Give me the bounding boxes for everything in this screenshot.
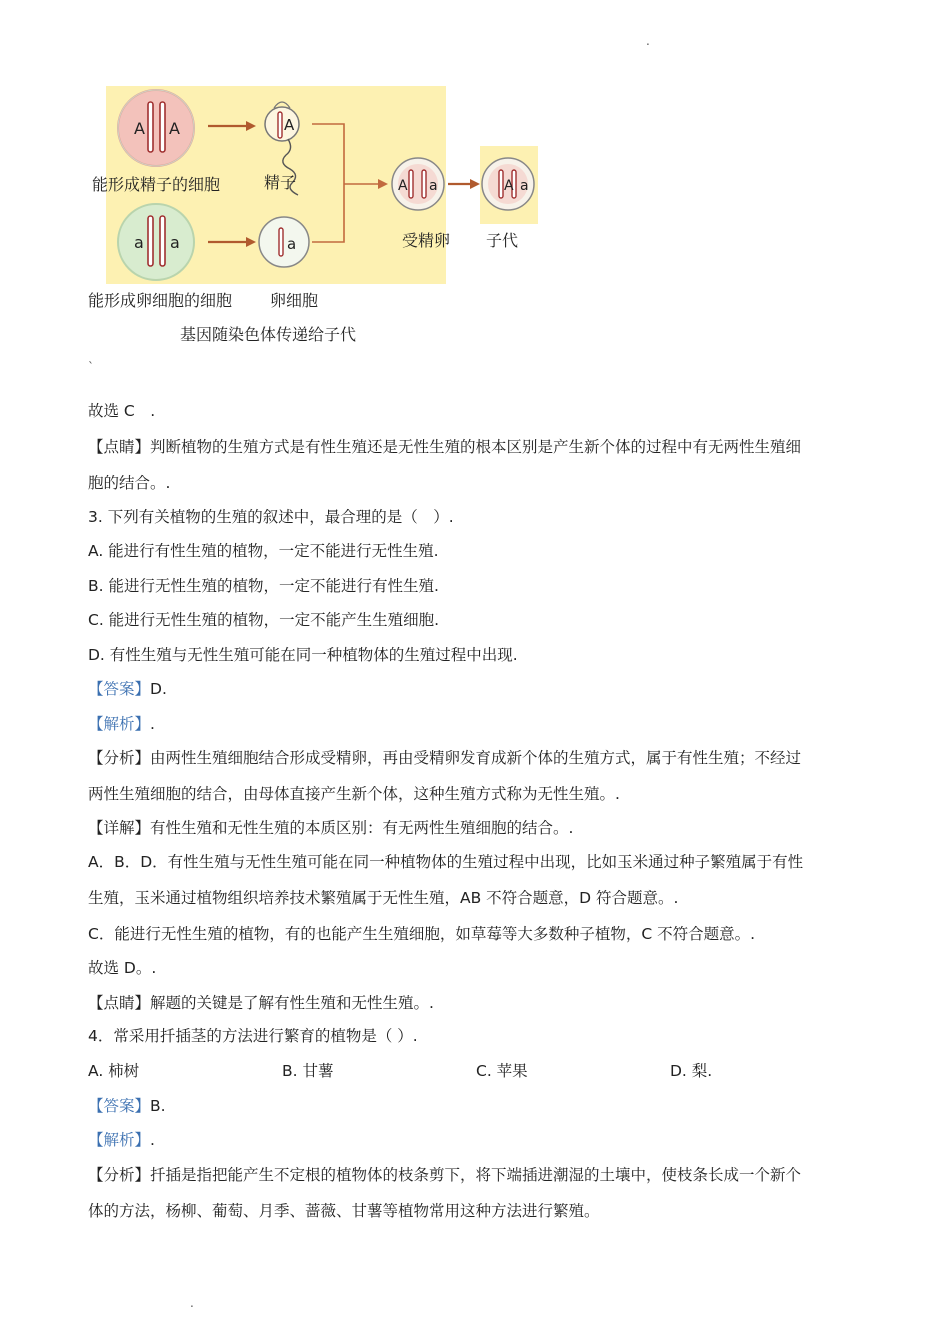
label-sperm: 精子: [264, 173, 297, 192]
gene-label: A: [398, 178, 408, 194]
question-4: 4．常采用扦插茎的方法进行繁育的植物是（ ）.: [88, 1027, 418, 1045]
zygote-cell: [392, 158, 444, 210]
option-d: D. 有性生殖与无性生殖可能在同一种植物体的生殖过程中出现.: [88, 646, 518, 664]
sperm-mother-cell: [118, 90, 194, 166]
answer-line: 【答案】B.: [88, 1097, 166, 1115]
text-line: 故选 C .: [88, 402, 156, 420]
page-mark: `: [88, 360, 94, 374]
analysis-line: 【解析】.: [88, 1131, 155, 1149]
text-line: 【详解】有性生殖和无性生殖的本质区别：有无两性生殖细胞的结合。.: [88, 819, 574, 837]
gene-label: A: [504, 178, 514, 194]
text-line: 【点睛】解题的关键是了解有性生殖和无性生殖。.: [88, 994, 434, 1012]
q4-option-b: B. 甘薯: [282, 1062, 334, 1080]
gene-label: a: [170, 233, 180, 252]
arrow-icon: [470, 179, 480, 189]
analysis-line: 【解析】.: [88, 715, 155, 733]
figure-caption: 基因随染色体传递给子代: [180, 325, 357, 344]
text-line: 【分析】由两性生殖细胞结合形成受精卵，再由受精卵发育成新个体的生殖方式，属于有性生殖；不经过: [88, 749, 802, 767]
page-dot: .: [646, 34, 650, 48]
option-c: C. 能进行无性生殖的植物，一定不能产生生殖细胞.: [88, 611, 440, 629]
q4-option-a: A. 柿树: [88, 1062, 140, 1080]
text-line: 【点睛】判断植物的生殖方式是有性生殖还是无性生殖的根本区别是产生新个体的过程中有无两性生殖细: [88, 438, 802, 456]
gene-label: A: [169, 119, 180, 138]
q4-option-c: C. 苹果: [476, 1062, 528, 1080]
q4-option-d: D. 梨.: [670, 1062, 713, 1080]
option-a: A. 能进行有性生殖的植物，一定不能进行无性生殖.: [88, 542, 439, 560]
text-line: 故选 D。.: [88, 959, 157, 977]
text-line: 两性生殖细胞的结合，由母体直接产生新个体，这种生殖方式称为无性生殖。.: [88, 785, 620, 803]
label-egg-mother-cell: 能形成卵细胞的细胞: [88, 291, 233, 310]
gene-inheritance-diagram: [88, 84, 548, 352]
label-zygote: 受精卵: [402, 231, 451, 250]
answer-line: 【答案】D.: [88, 680, 167, 698]
gene-label: a: [429, 178, 438, 194]
text-line: 体的方法，杨柳、葡萄、月季、蔷薇、甘薯等植物常用这种方法进行繁殖。: [88, 1202, 600, 1220]
option-b: B. 能进行无性生殖的植物，一定不能进行有性生殖.: [88, 577, 439, 595]
offspring-cell: [482, 158, 534, 210]
egg-mother-cell: [118, 204, 194, 280]
text-line: 胞的结合。.: [88, 474, 171, 492]
text-line: C．能进行无性生殖的植物，有的也能产生生殖细胞，如草莓等大多数种子植物，C 不符合题意。.: [88, 925, 756, 943]
label-sperm-mother-cell: 能形成精子的细胞: [92, 175, 221, 194]
gene-label: a: [134, 233, 144, 252]
text-line: A．B．D．有性生殖与无性生殖可能在同一种植物体的生殖过程中出现，比如玉米通过种子繁殖属于有性: [88, 853, 804, 871]
gene-label: a: [520, 178, 529, 194]
gene-label: A: [284, 116, 295, 134]
question-3: 3. 下列有关植物的生殖的叙述中，最合理的是（ ）.: [88, 508, 454, 526]
label-egg: 卵细胞: [270, 291, 319, 310]
egg-cell: [259, 217, 309, 267]
label-offspring: 子代: [486, 231, 519, 250]
text-line: 【分析】扦插是指把能产生不定根的植物体的枝条剪下，将下端插进潮湿的土壤中，使枝条长成一个新个: [88, 1166, 802, 1184]
page-dot: .: [190, 1296, 194, 1310]
text-line: 生殖，玉米通过植物组织培养技术繁殖属于无性生殖，AB 不符合题意，D 符合题意。.: [88, 889, 679, 907]
gene-label: a: [287, 235, 297, 253]
gene-label: A: [134, 119, 145, 138]
